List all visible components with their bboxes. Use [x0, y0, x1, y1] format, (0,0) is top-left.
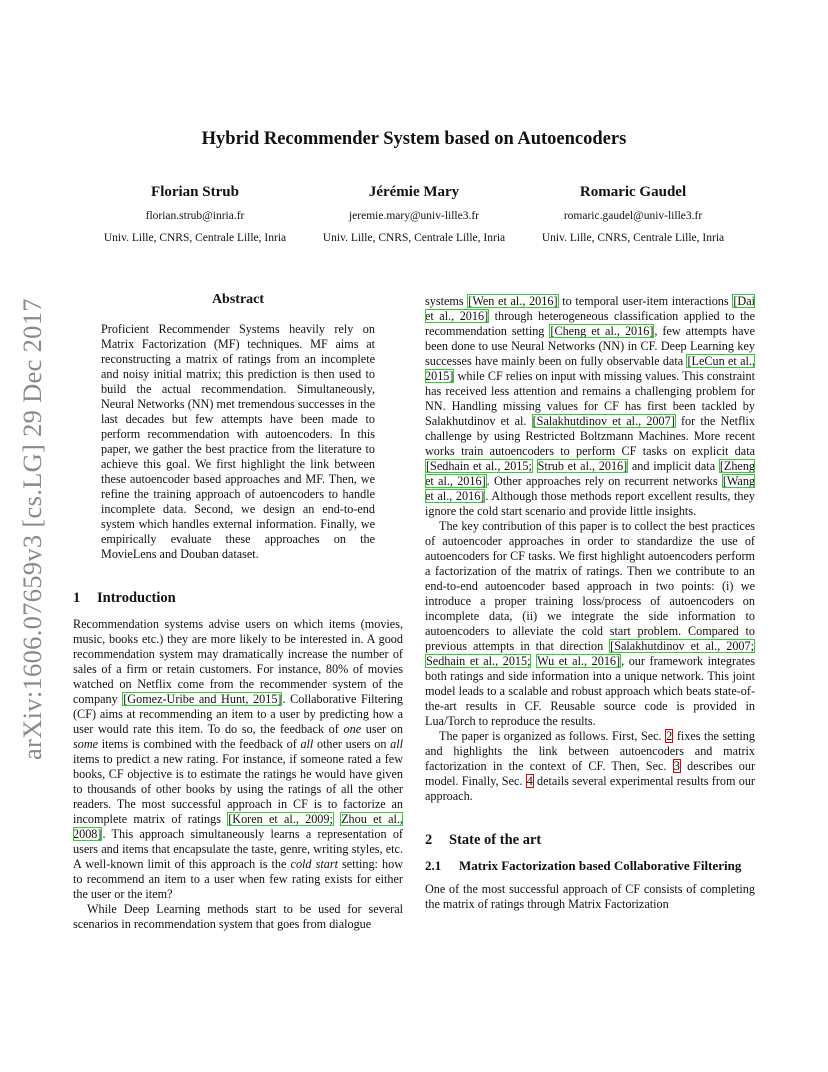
arxiv-identifier: arXiv:1606.07659v3 [cs.LG] 29 Dec 2017	[17, 298, 47, 760]
author-name: Romaric Gaudel	[579, 184, 687, 200]
citation-link[interactable]: Zhou et al., 2008]	[73, 812, 403, 841]
citation-link[interactable]: [Gomez-Uribe and Hunt, 2015]	[123, 692, 282, 706]
author-email: romaric.gaudel@univ-lille3.fr	[563, 210, 703, 222]
citation-link[interactable]: [Dai et al., 2016]	[425, 294, 755, 323]
body-paragraph: One of the most successful approach of CF consists of completing the matrix of ratings through Matrix Factorization	[425, 882, 755, 911]
intro-paragraph: Recommendation systems advise users on which items (movies, music, books etc.) they are more likely to be interested in. A good recommendation system may dramatically increase the number of sales of a firm or retain customers. For instance, 80% of movies watched on Netflix come from the recommender system of the company [Gomez-Uribe and Hunt, 2015]. Collaborative Filtering (CF) aims at recommending an item to a user by predicting how a user would rate this item. To do so, the feedback of one user on some items is combined with the feedback of all other users on all items to predict a new rating. For instance, if someone rated a few books, CF objective is to estimate the ratings he would have given to thousands of other books by using the ratings of all the other readers. The most successful approach in CF is to factorize an incomplete matrix of ratings [Koren et al., 2009; Zhou et al., 2008]. This approach simultaneously learns a representation of users and items that encapsulate the taste, genre, writing styles, etc. A well-known limit of this approach is the cold start setting: how to recommend an item to a user when few rating exists for either the user or the item?	[73, 617, 404, 901]
section-number: 1	[73, 590, 81, 606]
left-column	[73, 290, 403, 932]
author-email: jeremie.mary@univ-lille3.fr	[348, 210, 479, 222]
citation-link[interactable]: [Sedhain et al., 2015;	[426, 459, 532, 473]
citation-link[interactable]: [Salakhutdinov et al., 2007]	[532, 414, 675, 428]
citation-link[interactable]: [Wen et al., 2016]	[468, 294, 558, 308]
author-affiliation: Univ. Lille, CNRS, Centrale Lille, Inria	[322, 232, 506, 244]
author-affiliation: Univ. Lille, CNRS, Centrale Lille, Inria	[541, 232, 725, 244]
citation-link[interactable]: Wu et al., 2016]	[537, 654, 621, 668]
author-affiliation: Univ. Lille, CNRS, Centrale Lille, Inria	[103, 232, 287, 244]
subsection-heading	[425, 858, 755, 874]
citation-link[interactable]: [Zheng et al., 2016]	[425, 459, 756, 488]
citation-link[interactable]: Sedhain et al., 2015;	[426, 654, 531, 668]
section-title: Introduction	[97, 590, 176, 606]
author-block	[80, 181, 310, 246]
section-heading	[73, 588, 403, 608]
intro-paragraph: The key contribution of this paper is to collect the best practices of autoencoder approaches in order to standardize the use of autoencoders for CF tasks. We first highlight autoencoders perform a factorization of the matrix of ratings. Then we contribute to an end-to-end autoencoder based approach in two points: (i) we introduce a proper training loss/process of autoencoders on incomplete data, (ii) we integrate the side information to autoencoders to alleviate the cold start problem. Compared to previous attempts in that direction [Salakhutdinov et al., 2007; Sedhain et al., 2015; Wu et al., 2016], our framework integrates both ratings and side information into a unique network. This joint model leads to a scalable and robust approach which beats state-of-the-art results in CF. Reusable source code is provided in Lua/Torch to reproduce the results.	[425, 519, 755, 728]
section-ref-link[interactable]: 2	[666, 729, 673, 743]
section-title: State of the art	[449, 832, 542, 848]
section-heading	[425, 830, 755, 850]
author-name: Jérémie Mary	[368, 184, 460, 200]
citation-link[interactable]: [LeCun et al., 2015]	[425, 354, 755, 383]
intro-paragraph: systems [Wen et al., 2016] to temporal user-item interactions [Dai et al., 2016] through heterogeneous classification applied to the recommendation setting [Cheng et al., 2016], few attempts have been done to use Neural Networks (NN) in CF. Deep Learning key successes have mainly been on fully observable data [LeCun et al., 2015] while CF relies on input with missing values. This constraint has received less attention and remains a challenging problem for NN. Handling missing values for CF has first been tackled by Salakhutdinov et al. [Salakhutdinov et al., 2007] for the Netflix challenge by using Restricted Boltzmann Machines. More recent works train autoencoders to perform CF tasks on explicit data [Sedhain et al., 2015; Strub et al., 2016] and implicit data [Zheng et al., 2016]. Other approaches rely on recurrent networks [Wang et al., 2016]. Although those methods report excellent results, they ignore the cold start scenario and provide little insights.	[425, 294, 756, 518]
citation-link[interactable]: [Wang et al., 2016]	[425, 474, 756, 503]
citation-link[interactable]: [Koren et al., 2009;	[228, 812, 333, 826]
abstract-heading: Abstract	[211, 292, 265, 307]
author-block	[299, 181, 529, 246]
section-number: 2	[425, 832, 433, 848]
author-block	[518, 181, 748, 246]
abstract-text: Proficient Recommender Systems heavily rely on Matrix Factorization (MF) techniques. MF aims at reconstructing a matrix of ratings from an incomplete and noisy initial matrix; this prediction is then used to build the actual recommendation. Simultaneously, Neural Networks (NN) met tremendous successes in the last decades but few attempts have been made to perform recommendation with autoencoders. In this paper, we gather the best practice from the literature to achieve this goal. We first highlight the link between these autoencoder based approaches and MF. Then, we refine the training approach of autoencoders to handle incomplete data. Second, we design an end-to-end system which handles external information. Finally, we empirically evaluate these approaches on the MovieLens and Douban dataset.	[101, 322, 375, 561]
intro-paragraph: While Deep Learning methods start to be used for several scenarios in recommendation system that goes from dialogue	[73, 902, 403, 931]
section-ref-link[interactable]: 4	[526, 774, 533, 788]
citation-link[interactable]: [Cheng et al., 2016]	[550, 324, 654, 338]
subsection-number: 2.1	[425, 858, 442, 873]
intro-paragraph: The paper is organized as follows. First, Sec. 2 fixes the setting and highlights the link between autoencoders and matrix factorization in the context of CF. Then, Sec. 3 describes our model. Finally, Sec. 4 details several experimental results from our approach.	[425, 729, 756, 803]
subsection-title: Matrix Factorization based Collaborative Filtering	[459, 858, 742, 873]
author-email: florian.strub@inria.fr	[145, 210, 245, 222]
paper-title: Hybrid Recommender System based on Autoencoders	[201, 129, 627, 149]
author-name: Florian Strub	[151, 184, 239, 200]
section-ref-link[interactable]: 3	[673, 759, 680, 773]
right-column	[425, 294, 755, 912]
citation-link[interactable]: Strub et al., 2016]	[537, 459, 628, 473]
citation-link[interactable]: [Salakhutdinov et al., 2007;	[610, 639, 754, 653]
